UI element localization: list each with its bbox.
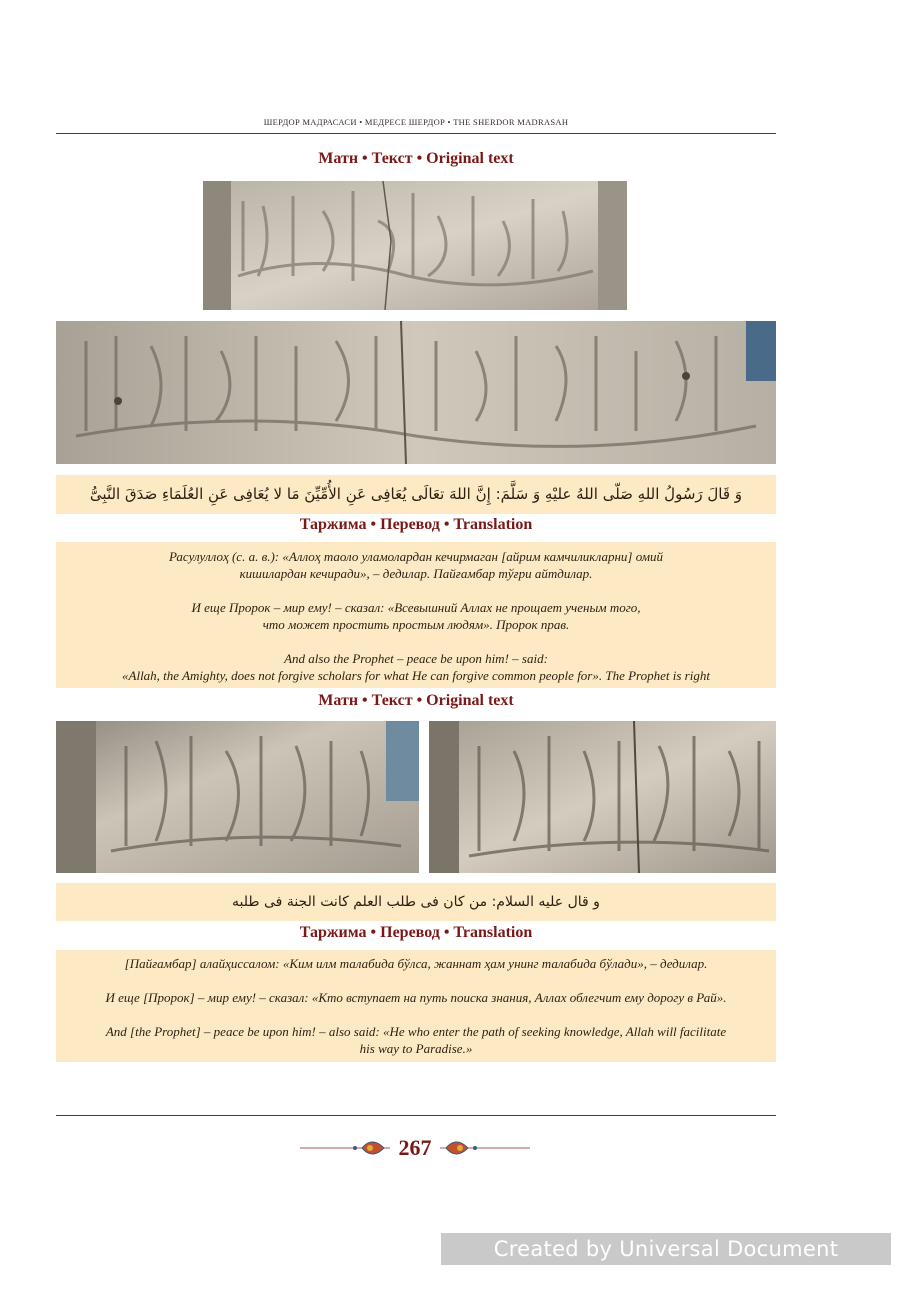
inscription-photo-1 bbox=[203, 181, 627, 310]
translation-en-line-2: his way to Paradise.» bbox=[359, 1041, 473, 1056]
arabic-text-box-1 bbox=[56, 475, 776, 514]
translation-box-1 bbox=[56, 542, 776, 688]
arabic-text-1: وَ قَالَ رَسُولُ اللهِ صَلّی اللهُ علیْهِ وَ سَلَّمَ: إِنَّ اللهَ تعَالَی یُعَافِی عَنِ الأُمِّیِّنَ مَا لا یُعَافِی عَنِ العُلَمَاءِ صَدَقَ النَّبِیُّ bbox=[89, 485, 743, 503]
translation-en-line-2: «Allah, the Amighty, does not forgive scholars for what He can forgive common people for». The Prophet is right bbox=[122, 668, 710, 683]
translation-en-line-1: And also the Prophet – peace be upon him! – said: bbox=[284, 651, 548, 666]
translation-uz-line-1: Расулуллоҳ (с. а. в.): «Аллоҳ таоло уламолардан кечирмаган [айрим камчиликларни] омий bbox=[168, 549, 664, 564]
watermark: Created by Universal Document Converter bbox=[441, 1233, 891, 1265]
original-text-heading-2: Матн • Текст • Original text bbox=[318, 692, 514, 709]
translation-heading-2: Таржима • Перевод • Translation bbox=[299, 924, 533, 941]
original-text-heading-1: Матн • Текст • Original text bbox=[318, 150, 514, 167]
inscription-photo-4 bbox=[429, 721, 776, 873]
header-rule bbox=[56, 133, 776, 134]
translation-heading-1: Таржима • Перевод • Translation bbox=[299, 516, 533, 533]
arabic-text-box-2 bbox=[56, 883, 776, 921]
running-head: ШЕРДОР МАДРАСАСИ • МЕДРЕСЕ ШЕРДОР • THE SHERDOR MADRASAH bbox=[263, 117, 569, 127]
inscription-photo-2 bbox=[56, 321, 776, 464]
translation-uz-line-2: кишилардан кечиради», – дедилар. Пайғамбар тўғри айтдилар. bbox=[239, 566, 593, 581]
translation-en-line-1: And [the Prophet] – peace be upon him! – also said: «He who enter the path of seeking knowledge, Allah will facilitate bbox=[105, 1024, 727, 1039]
translation-ru-line-1: И еще Пророк – мир ему! – сказал: «Всевышний Аллах не прощает ученым того, bbox=[191, 600, 641, 615]
footer-rule bbox=[56, 1115, 776, 1116]
translation-uz-line-1: [Пайғамбар] алайҳиссалом: «Ким илм талабида бўлса, жаннат ҳам унинг талабида бўлади», – дедилар. bbox=[124, 956, 708, 971]
translation-ru-line-2: что может простить простым людям». Пророк прав. bbox=[262, 617, 570, 632]
translation-ru-line-1: И еще [Пророк] – мир ему! – сказал: «Кто вступает на путь поиска знания, Аллах облегчит ему дорогу в Рай». bbox=[105, 990, 727, 1005]
arabic-text-2: و قال علیه السلام: من کان فی طلب العلم کانت الجنة فی طلبه bbox=[232, 894, 600, 910]
inscription-photo-3 bbox=[56, 721, 419, 873]
translation-box-2 bbox=[56, 950, 776, 1062]
page-number: 267 bbox=[390, 1135, 440, 1161]
